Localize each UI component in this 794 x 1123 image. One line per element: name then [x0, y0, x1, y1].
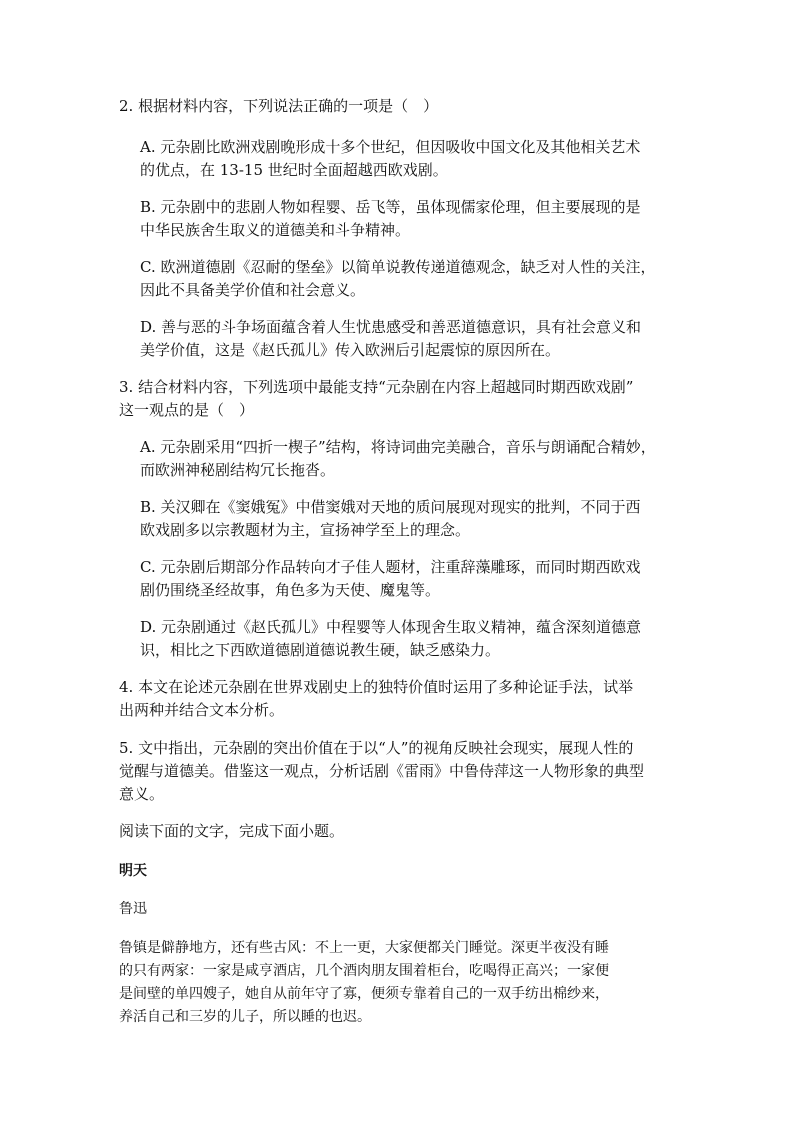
question-5: 5. 文中指出，元杂剧的突出价值在于以“人”的视角反映社会现实，展现人性的 觉醒与道德美。借鉴这一观点，分析话剧《雷雨》中鲁侍萍这一人物形象的典型 意义。 — [119, 739, 645, 803]
question-3-option-a: A. 元杂剧采用“四折一楔子”结构，将诗词曲完美融合，音乐与朗诵配合精妙， 而欧洲神秘剧结构冗长拖沓。 — [140, 438, 656, 479]
question-2-option-d: D. 善与恶的斗争场面蕴含着人生忧患感受和善恶道德意识，具有社会意义和 美学价值，这是《赵氏孤儿》传入欧洲后引起震惊的原因所在。 — [140, 318, 642, 359]
question-3-stem: 3. 结合材料内容，下列选项中最能支持“元杂剧在内容上超越同时期西欧戏剧” 这一观点的是（ ） — [119, 378, 634, 419]
story-author: 鲁迅 — [119, 901, 147, 917]
question-3-option-d: D. 元杂剧通过《赵氏孤儿》中程婴等人体现舍生取义精神，蕴含深刻道德意 识，相比之下西欧道德剧道德说教生硬，缺乏感染力。 — [140, 618, 642, 659]
question-2-stem: 2. 根据材料内容，下列说法正确的一项是（ ） — [119, 97, 439, 115]
story-body: 鲁镇是僻静地方，还有些古风：不上一更，大家便都关门睡觉。深更半夜没有睡 的只有两家：一家是咸亨酒店，几个酒肉朋友围着柜台，吃喝得正高兴；一家便 是间壁的单四嫂子，她自从前年守了寡，便须专靠着自己的一双手纺出棉纱来， 养活自己和三岁的儿子，所以睡的也迟。 — [119, 940, 609, 1025]
question-2-option-c: C. 欧洲道德剧《忍耐的堡垒》以简单说教传递道德观念，缺乏对人性的关注， 因此不具备美学价值和社会意义。 — [140, 258, 656, 299]
question-3-option-c: C. 元杂剧后期部分作品转向才子佳人题材，注重辞藻雕琢，而同时期西欧戏 剧仍围绕圣经故事，角色多为天使、魔鬼等。 — [140, 558, 641, 599]
story-title: 明天 — [119, 863, 147, 879]
question-2-option-b: B. 元杂剧中的悲剧人物如程婴、岳飞等，虽体现儒家伦理，但主要展现的是 中华民族舍生取义的道德美和斗争精神。 — [140, 198, 641, 239]
reading-instruction: 阅读下面的文字，完成下面小题。 — [119, 822, 345, 840]
question-4: 4. 本文在论述元杂剧在世界戏剧史上的独特价值时运用了多种论证手法，试举 出两种并结合文本分析。 — [119, 678, 634, 719]
question-3-option-b: B. 关汉卿在《窦娥冤》中借窦娥对天地的质问展现对现实的批判，不同于西 欧戏剧多以宗教题材为主，宣扬神学至上的理念。 — [140, 498, 641, 539]
question-2-option-a: A. 元杂剧比欧洲戏剧晚形成十多个世纪，但因吸收中国文化及其他相关艺术 的优点，在 13-15 世纪时全面超越西欧戏剧。 — [140, 138, 641, 179]
